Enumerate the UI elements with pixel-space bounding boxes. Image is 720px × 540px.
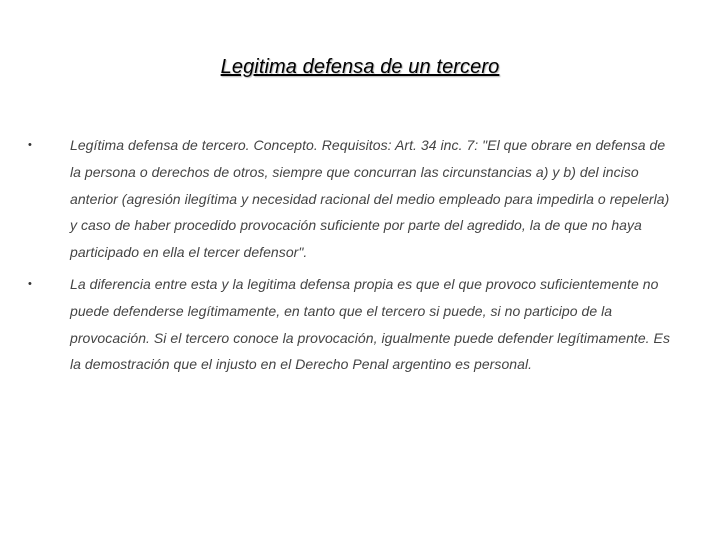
bullet-text: Legítima defensa de tercero. Concepto. Requisitos: Art. 34 inc. 7: "El que obrare en defensa de la persona o derechos de otros, siempre que concurran las circunstancias a) y b) del inciso anterior (agresión ilegítima y necesidad racional del medio empleado para impedirla o repelerla) y caso de haber procedido provocación suficiente por parte del agredido, la de que no haya participado en ella el tercer defensor".	[70, 137, 670, 261]
bullet-item	[28, 271, 678, 378]
bullet-marker: •	[28, 139, 32, 151]
bullet-item	[28, 132, 678, 266]
bullet-marker: •	[28, 278, 32, 290]
slide-title: Legitima defensa de un tercero	[220, 56, 500, 78]
bullet-text: La diferencia entre esta y la legitima defensa propia es que el que provoco suficientemente no puede defenderse legítimamente, en tanto que el tercero si puede, si no participo de la provocación. Si el tercero conoce la provocación, igualmente puede defender legítimamente. Es la demostración que el injusto en el Derecho Penal argentino es personal.	[70, 276, 670, 373]
